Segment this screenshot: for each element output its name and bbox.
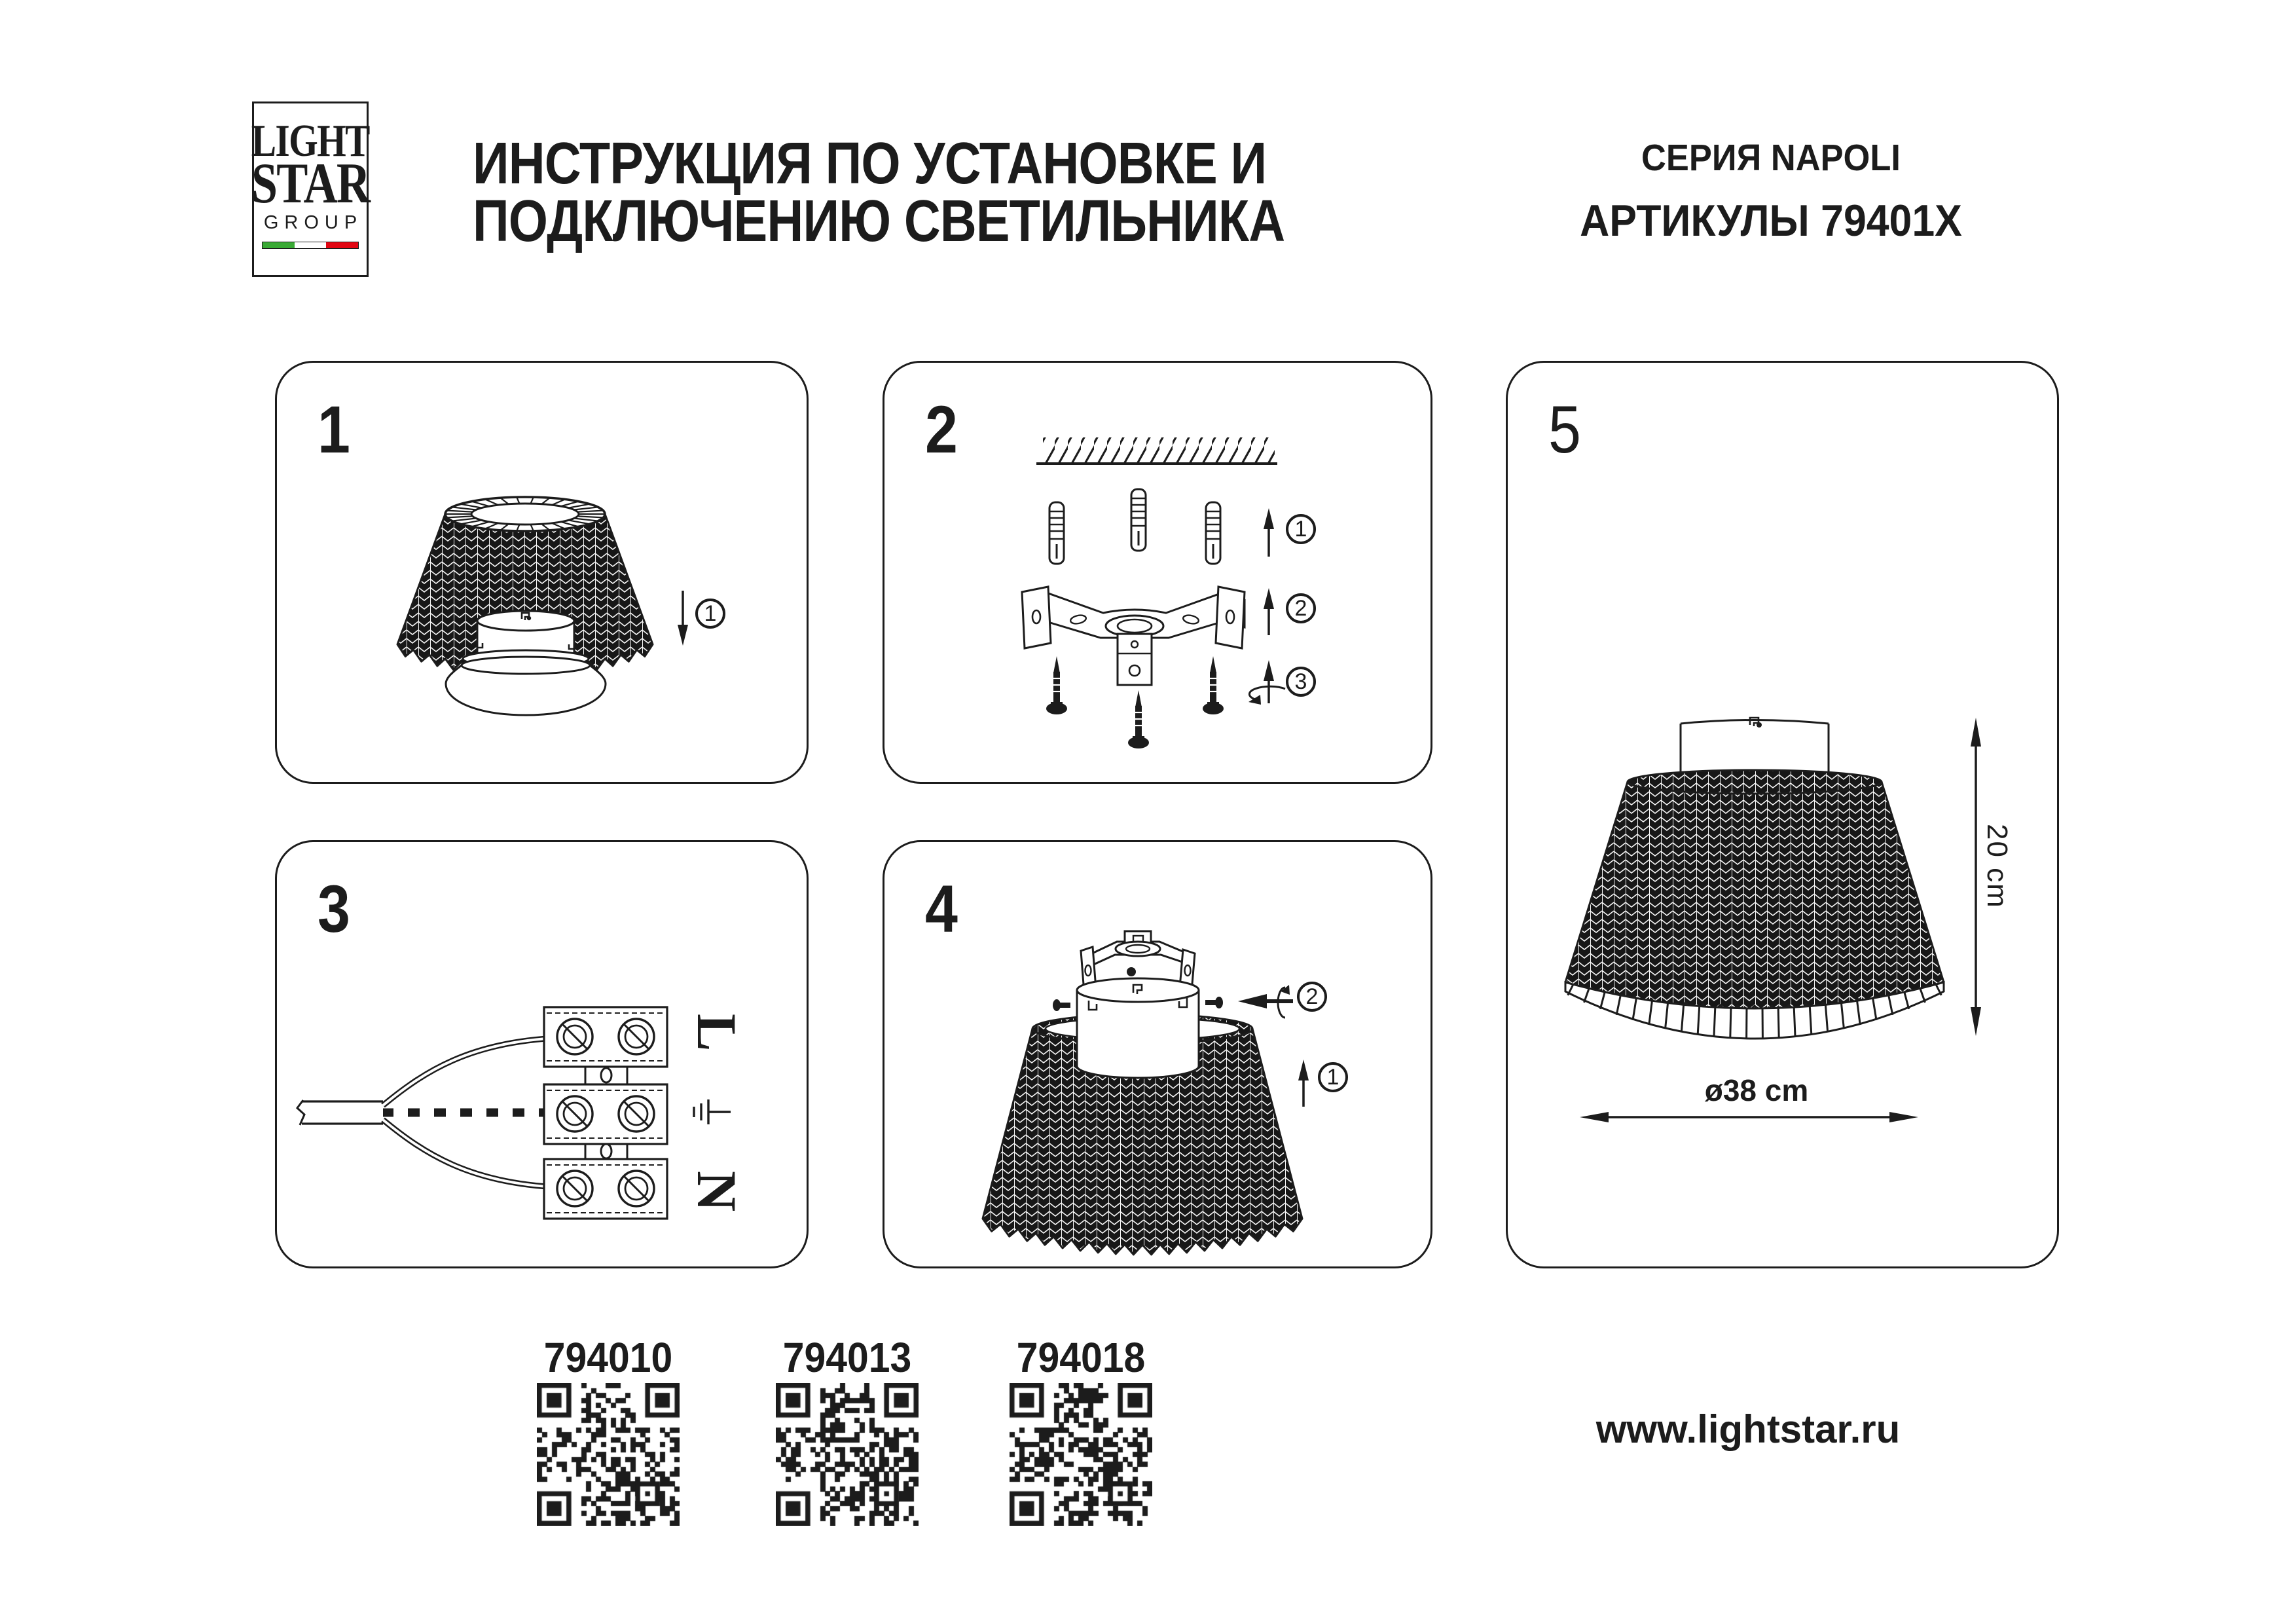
panel-step-3 <box>275 840 809 1268</box>
side-screw-left-icon <box>1053 999 1070 1011</box>
step-badge-2 <box>1297 982 1327 1012</box>
article-code-1: 794010 <box>543 1334 673 1381</box>
step-4-illustration <box>884 842 1434 1270</box>
italian-flag-icon <box>262 242 359 249</box>
step-badge-2-label: 2 <box>1305 984 1319 1009</box>
step-badge-3 <box>1286 667 1316 697</box>
series-header <box>1499 136 2043 246</box>
series-name: СЕРИЯ NAPOLI <box>1641 137 1901 179</box>
lampshade-top-opening <box>445 497 605 531</box>
logo-star-text: STAR <box>251 152 370 215</box>
panel-3-number: 3 <box>318 872 350 946</box>
arrow-down-icon <box>678 591 688 646</box>
diameter-dimension-arrow <box>1580 1112 1918 1122</box>
step-1-illustration <box>277 363 811 786</box>
panel-step-2 <box>883 361 1432 784</box>
lightstar-logo <box>252 101 369 277</box>
panel-2-number: 2 <box>925 392 958 467</box>
supply-cable <box>297 1100 383 1125</box>
terminal-cell-l <box>544 1007 667 1067</box>
wire-live <box>383 1038 558 1105</box>
height-dimension-arrow <box>1971 718 1981 1036</box>
panel-5-number: 5 <box>1548 392 1581 467</box>
article-code-3: 794018 <box>1016 1334 1146 1381</box>
title-line-2: ПОДКЛЮЧЕНИЮ СВЕТИЛЬНИКА <box>473 189 1285 254</box>
label-neutral: N <box>685 1171 748 1212</box>
panel-dimensions <box>1506 361 2059 1268</box>
arrow-left-rotate-icon <box>1238 985 1293 1018</box>
title-line-1: ИНСТРУКЦИЯ ПО УСТАНОВКЕ И <box>473 131 1267 196</box>
step-badge-2 <box>1286 593 1316 623</box>
terminal-cell-n <box>544 1159 667 1219</box>
arrow-up-icon-2 <box>1264 588 1274 635</box>
website-url: www.lightstar.ru <box>1595 1407 1901 1451</box>
panel-4-number: 4 <box>925 872 958 946</box>
label-line: L <box>685 1014 748 1052</box>
lampshade-drawing <box>1565 782 1944 1014</box>
wall-plugs <box>1049 489 1220 564</box>
qr-code-794010 <box>537 1383 680 1526</box>
panel-step-1 <box>275 361 809 784</box>
height-dimension-label: 20 cm <box>1981 824 2013 909</box>
article-code-2: 794013 <box>782 1334 912 1381</box>
articles-title: АРТИКУЛЫ 79401X <box>1580 196 1962 246</box>
side-screw-right-icon <box>1205 997 1223 1008</box>
step-badge-1-label: 1 <box>704 600 717 626</box>
arrow-up-rotate-icon-3 <box>1248 660 1285 705</box>
logo-group-text: GROUP <box>263 212 363 233</box>
arrow-up-icon-1 <box>1264 508 1274 557</box>
ground-icon <box>690 1096 733 1128</box>
terminal-cell-ground <box>544 1084 667 1144</box>
page-title <box>473 131 1285 254</box>
logo-light-text: LIGHT <box>251 116 370 166</box>
step-badge-1 <box>695 599 725 629</box>
panel-1-number: 1 <box>318 392 350 467</box>
ceiling-hatch <box>1035 435 1283 465</box>
assembled-lamp-illustration <box>1508 363 2061 1270</box>
step-badge-1-label: 1 <box>1326 1064 1339 1090</box>
qr-code-794018 <box>1010 1383 1152 1526</box>
terminal-block <box>544 1007 667 1219</box>
step-badge-1 <box>1318 1062 1348 1092</box>
fixture-drum-drawing <box>1077 978 1199 1078</box>
step-badge-1 <box>1286 514 1316 544</box>
diameter-dimension-label: ø38 cm <box>1704 1073 1809 1107</box>
step-badge-1-label: 1 <box>1294 516 1307 542</box>
step-badge-2-label: 2 <box>1294 595 1307 621</box>
wire-neutral <box>383 1120 558 1187</box>
panel-step-4 <box>883 840 1432 1268</box>
step-badge-3-label: 3 <box>1294 669 1307 694</box>
qr-code-794013 <box>776 1383 919 1526</box>
shade-top-rim <box>1628 770 1882 794</box>
step-2-illustration <box>884 363 1434 786</box>
arrow-up-icon <box>1298 1060 1309 1107</box>
